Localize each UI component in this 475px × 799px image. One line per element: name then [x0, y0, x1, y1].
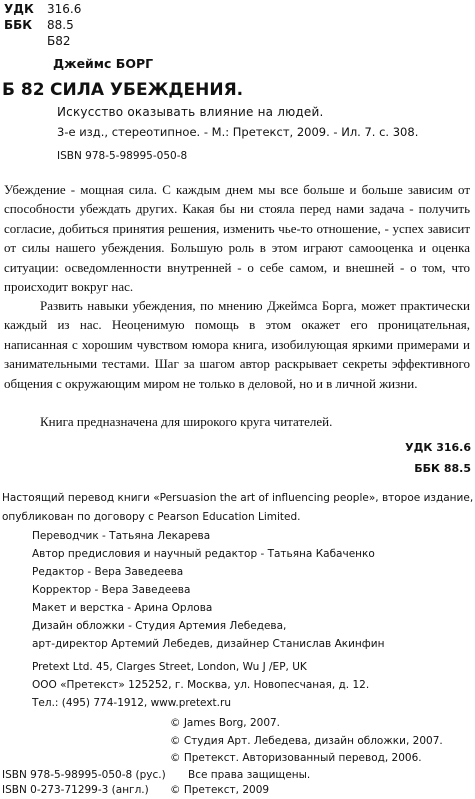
credit-scientific-editor: Автор предисловия и научный редактор - Татьяна Кабаченко: [32, 548, 375, 560]
header-isbn: ISBN 978-5-98995-050-8: [57, 150, 188, 162]
annotation-paragraph-2: Развить навыки убеждения, по мнению Джеймса Борга, может практически каждый из нас. Неоценимую помощь в этом окажет его проницательная, написанная с хорошим чувством юмора книга, изобилующая яркими примерами и занимательными тестами. Шаг за шагом автор раскрывает секреты эффективного общения с окружающим миром не только в деловой, но и в личной жизни.: [4, 298, 470, 391]
book-title: СИЛА УБЕЖДЕНИЯ.: [50, 80, 244, 100]
copyright-author: © James Borg, 2007.: [170, 717, 281, 729]
annotation-bbk: ББК 88.5: [414, 462, 471, 475]
udk-value: 316.6: [47, 2, 82, 16]
book-subtitle: Искусство оказывать влияние на людей.: [57, 105, 324, 119]
copyright-rights: Все права защищены.: [188, 769, 311, 781]
credit-proofreader: Корректор - Вера Заведеева: [32, 584, 191, 596]
credit-editor: Редактор - Вера Заведеева: [32, 566, 184, 578]
credit-translator: Переводчик - Татьяна Лекарева: [32, 530, 211, 542]
edition-info: 3-е изд., стереотипное. - М.: Претекст, 2009. - Ил. 7. с. 308.: [57, 125, 419, 139]
publisher-address-ru: ООО «Претекст» 125252, г. Москва, ул. Новопесчаная, д. 12.: [32, 679, 370, 691]
bbk-label: ББК: [4, 18, 33, 32]
credit-art-director: арт-директор Артемий Лебедев, дизайнер Станислав Акинфин: [32, 638, 385, 650]
author-name: Джеймс БОРГ: [53, 56, 154, 71]
credit-cover-design: Дизайн обложки - Студия Артемия Лебедева,: [32, 620, 287, 632]
publisher-address-uk: Pretext Ltd. 45, Clarges Street, London, Wu J /EP, UK: [32, 661, 307, 673]
credit-layout: Макет и верстка - Арина Орлова: [32, 602, 213, 614]
author-mark: Б82: [47, 34, 71, 48]
translation-note-line-2: опубликован по договору с Pearson Education Limited.: [2, 511, 301, 523]
annotation-paragraph-3: Книга предназначена для широкого круга читателей.: [40, 414, 333, 429]
annotation-paragraph-1: Убеждение - мощная сила. С каждым днем мы все больше и больше зависим от способности убеждать других. Какая бы ни стояла перед нами задача - получить согласие, добиться принятия решения, изменить чье-то отношение, - успех зависит от силы нашего убеждения. Большую роль в этом играют самооценка и оценка ситуации: осведомленности внутренней - о себе самом, и внешней - о том, что происходит вокруг нас.: [4, 182, 470, 295]
copyright-pretext: © Претекст, 2009: [170, 784, 270, 796]
udk-label: УДК: [4, 2, 34, 16]
bbk-value: 88.5: [47, 18, 74, 32]
copyright-translation: © Претекст. Авторизованный перевод, 2006.: [170, 752, 422, 764]
isbn-russian: ISBN 978-5-98995-050-8 (рус.): [2, 769, 166, 781]
publisher-contacts: Тел.: (495) 774-1912, www.pretext.ru: [32, 697, 231, 709]
title-mark: Б 82: [2, 80, 45, 100]
translation-note-line-1: Настоящий перевод книги «Persuasion the art of influencing people», второе издание,: [2, 492, 474, 504]
copyright-cover: © Студия Арт. Лебедева, дизайн обложки, 2007.: [170, 735, 443, 747]
isbn-english: ISBN 0-273-71299-3 (англ.): [2, 784, 149, 796]
annotation-udk: УДК 316.6: [405, 441, 471, 454]
